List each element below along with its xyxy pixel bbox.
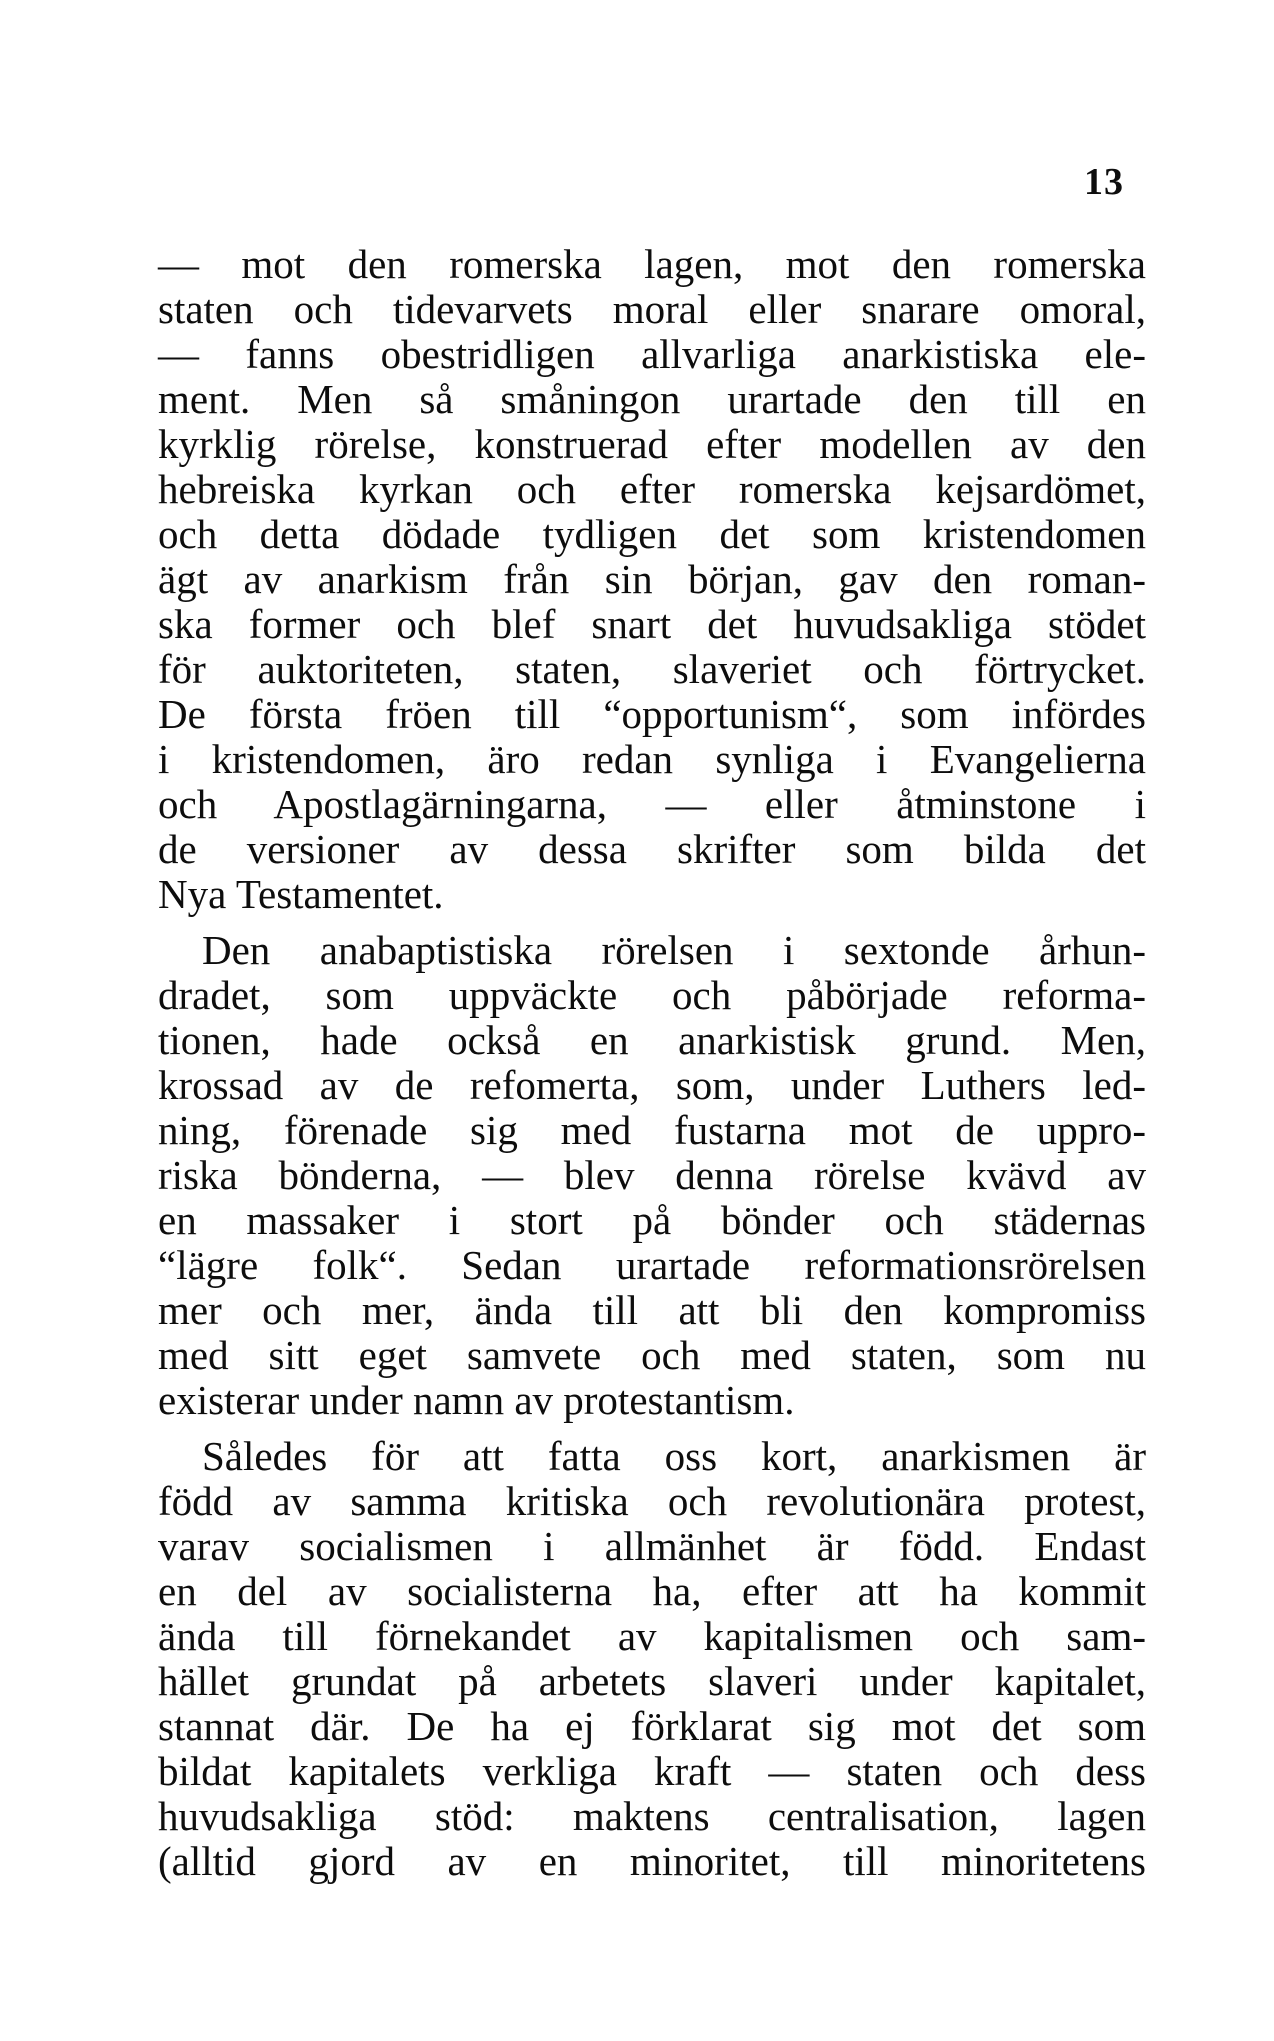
text-line: mer och mer, ända till att bli den kompromiss [158, 1287, 1146, 1333]
page-number: 13 [1084, 161, 1124, 203]
text-line: huvudsakliga stöd: maktens centralisation, lagen [158, 1793, 1146, 1839]
text-line: stannat där. De ha ej förklarat sig mot det som [158, 1703, 1146, 1749]
text-line: varav socialismen i allmänhet är född. Endast [158, 1523, 1146, 1569]
text-line: existerar under namn av protestantism. [158, 1377, 795, 1423]
text-line: — mot den romerska lagen, mot den romerska [158, 241, 1146, 287]
text-line: staten och tidevarvets moral eller snarare omoral, [158, 286, 1146, 332]
text-line: ment. Men så småningon urartade den till en [158, 376, 1146, 422]
text-line: Således för att fatta oss kort, anarkismen är [202, 1433, 1146, 1479]
text-line: ägt av anarkism från sin början, gav den roman- [158, 556, 1146, 602]
text-line: och detta dödade tydligen det som kristendomen [158, 511, 1146, 557]
text-line: bildat kapitalets verkliga kraft — staten och dess [158, 1748, 1146, 1794]
text-line: de versioner av dessa skrifter som bilda det [158, 826, 1146, 872]
text-line: hebreiska kyrkan och efter romerska kejsardömet, [158, 466, 1146, 512]
text-line: kyrklig rörelse, konstruerad efter modellen av den [158, 421, 1146, 467]
text-line: en del av socialisterna ha, efter att ha kommit [158, 1568, 1146, 1614]
text-line: — fanns obestridligen allvarliga anarkistiska ele- [158, 331, 1146, 377]
text-line: ning, förenade sig med fustarna mot de uppro- [158, 1107, 1146, 1153]
text-line: riska bönderna, — blev denna rörelse kvävd av [158, 1152, 1146, 1198]
text-line: hället grundat på arbetets slaveri under kapitalet, [158, 1658, 1146, 1704]
text-line: en massaker i stort på bönder och städernas [158, 1197, 1146, 1243]
text-line: för auktoriteten, staten, slaveriet och förtrycket. [158, 646, 1146, 692]
text-line: med sitt eget samvete och med staten, som nu [158, 1332, 1146, 1378]
text-line: ända till förnekandet av kapitalismen och sam- [158, 1613, 1146, 1659]
text-line: dradet, som uppväckte och påbörjade reforma- [158, 972, 1146, 1018]
text-line: ska former och blef snart det huvudsakliga stödet [158, 601, 1146, 647]
body-text [158, 242, 1146, 1884]
text-line: född av samma kritiska och revolutionära protest, [158, 1478, 1146, 1524]
text-line: och Apostlagärningarna, — eller åtminstone i [158, 781, 1146, 827]
text-line: krossad av de refomerta, som, under Luthers led- [158, 1062, 1146, 1108]
text-line: Den anabaptistiska rörelsen i sextonde århun- [202, 927, 1146, 973]
text-line: (alltid gjord av en minoritet, till minoritetens [158, 1838, 1146, 1884]
text-line: i kristendomen, äro redan synliga i Evangelierna [158, 736, 1146, 782]
text-line: “lägre folk“. Sedan urartade reformationsrörelsen [158, 1242, 1146, 1288]
text-line: Nya Testamentet. [158, 871, 444, 917]
text-line: tionen, hade också en anarkistisk grund. Men, [158, 1017, 1146, 1063]
text-line: De första fröen till “opportunism“, som infördes [158, 691, 1146, 737]
